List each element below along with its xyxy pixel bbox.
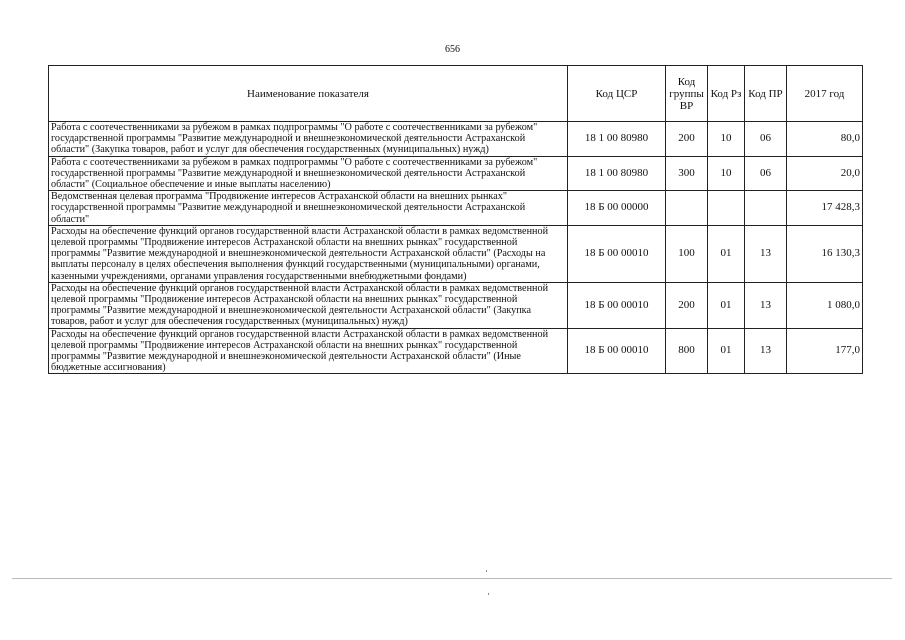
row-csr: 18 1 00 80980 xyxy=(568,122,666,157)
row-csr: 18 Б 00 00010 xyxy=(568,328,666,374)
row-name: Работа с соотечественниками за рубежом в рамках подпрограммы "О работе с соотечественниками за рубежом" государственной программы "Развитие международной и внешнеэкономической деятельности Астраханской области" (Закупка товаров, работ и услуг для обеспечения государственных (муниципальных) нужд) xyxy=(49,122,568,157)
row-amount: 177,0 xyxy=(787,328,863,374)
row-vr: 300 xyxy=(666,156,708,191)
row-amount: 16 130,3 xyxy=(787,225,863,282)
row-csr: 18 Б 00 00010 xyxy=(568,282,666,328)
table-row xyxy=(49,156,863,191)
row-vr xyxy=(666,191,708,226)
row-vr: 800 xyxy=(666,328,708,374)
row-vr: 200 xyxy=(666,282,708,328)
budget-table xyxy=(48,65,863,374)
row-name: Расходы на обеспечение функций органов государственной власти Астраханской области в рамках ведомственной целевой программы "Продвижение интересов Астраханской области на внешних рынках" государственной программы "Развитие международной и внешнеэкономической деятельности Астраханской области" (Иные бюджетные ассигнования) xyxy=(49,328,568,374)
row-pr: 13 xyxy=(745,225,787,282)
header-rz: Код Рз xyxy=(708,66,745,122)
row-amount: 1 080,0 xyxy=(787,282,863,328)
header-csr: Код ЦСР xyxy=(568,66,666,122)
row-name: Расходы на обеспечение функций органов государственной власти Астраханской области в рамках ведомственной целевой программы "Продвижение интересов Астраханской области на внешних рынках" государственной программы "Развитие международной и внешнеэкономической деятельности Астраханской области" (Расходы на выплаты персоналу в целях обеспечения выполнения функций государственными (муниципальными) органами, казенными учреждениями, органами управления государственными внебюджетными фондами) xyxy=(49,225,568,282)
table-row xyxy=(49,282,863,328)
row-name: Ведомственная целевая программа "Продвижение интересов Астраханской области на внешних рынках" государственной программы "Развитие международной и внешнеэкономической деятельности Астраханской области" xyxy=(49,191,568,226)
table-header-row xyxy=(49,66,863,122)
row-csr: 18 Б 00 00000 xyxy=(568,191,666,226)
header-name: Наименование показателя xyxy=(49,66,568,122)
scan-artifact-mark xyxy=(488,593,489,595)
row-pr: 13 xyxy=(745,282,787,328)
header-vr: Код группы ВР xyxy=(666,66,708,122)
row-rz: 10 xyxy=(708,156,745,191)
row-pr xyxy=(745,191,787,226)
page-bottom-rule xyxy=(12,578,892,579)
row-rz: 01 xyxy=(708,225,745,282)
row-rz xyxy=(708,191,745,226)
scan-artifact-mark xyxy=(486,570,487,572)
row-name: Расходы на обеспечение функций органов государственной власти Астраханской области в рамках ведомственной целевой программы "Продвижение интересов Астраханской области на внешних рынках" государственной программы "Развитие международной и внешнеэкономической деятельности Астраханской области" (Закупка товаров, работ и услуг для обеспечения государственных (муниципальных) нужд) xyxy=(49,282,568,328)
row-amount: 17 428,3 xyxy=(787,191,863,226)
page-number: 656 xyxy=(445,44,460,55)
row-csr: 18 1 00 80980 xyxy=(568,156,666,191)
table-row xyxy=(49,225,863,282)
row-vr: 100 xyxy=(666,225,708,282)
table-row xyxy=(49,328,863,374)
row-amount: 80,0 xyxy=(787,122,863,157)
row-vr: 200 xyxy=(666,122,708,157)
row-pr: 06 xyxy=(745,156,787,191)
header-year: 2017 год xyxy=(787,66,863,122)
row-pr: 13 xyxy=(745,328,787,374)
row-rz: 10 xyxy=(708,122,745,157)
table-row xyxy=(49,191,863,226)
row-rz: 01 xyxy=(708,282,745,328)
row-csr: 18 Б 00 00010 xyxy=(568,225,666,282)
header-pr: Код ПР xyxy=(745,66,787,122)
row-rz: 01 xyxy=(708,328,745,374)
row-amount: 20,0 xyxy=(787,156,863,191)
table-row xyxy=(49,122,863,157)
row-name: Работа с соотечественниками за рубежом в рамках подпрограммы "О работе с соотечественниками за рубежом" государственной программы "Развитие международной и внешнеэкономической деятельности Астраханской области" (Социальное обеспечение и иные выплаты населению) xyxy=(49,156,568,191)
row-pr: 06 xyxy=(745,122,787,157)
